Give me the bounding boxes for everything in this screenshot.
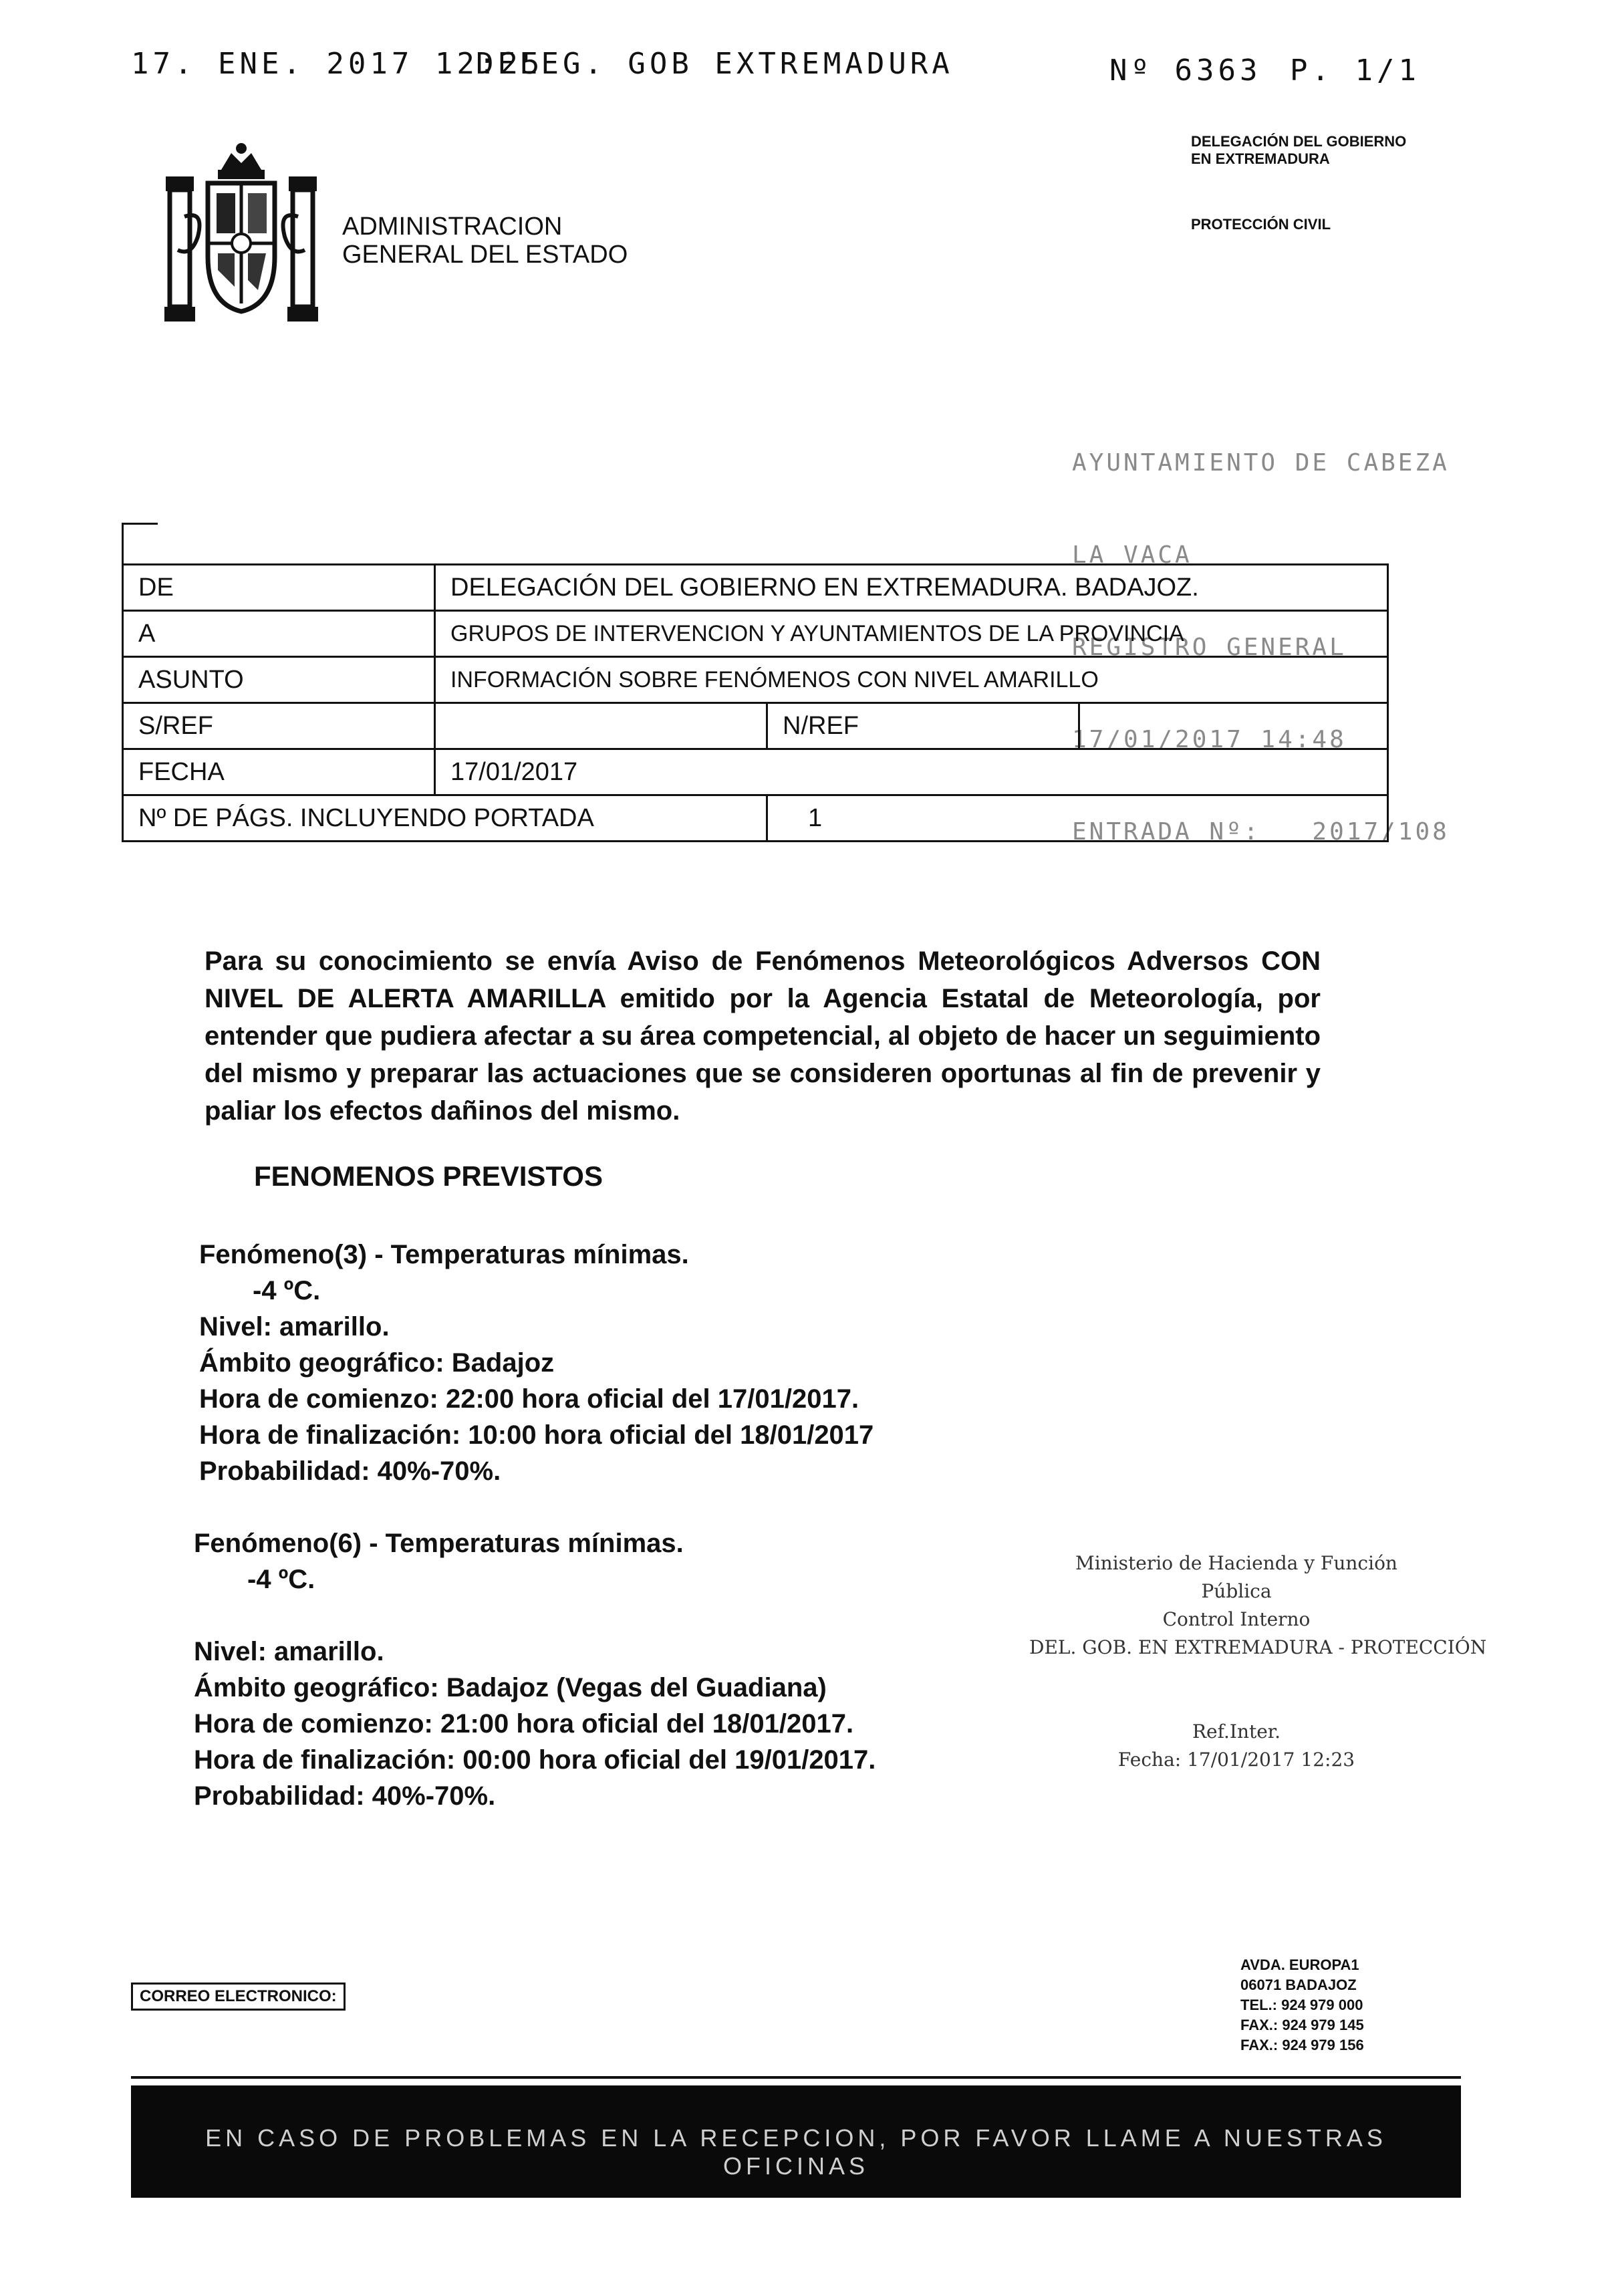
spanish-coat-of-arms-icon bbox=[158, 136, 325, 330]
fax-number-1: FAX.: 924 979 145 bbox=[1240, 2017, 1364, 2033]
phenomenon-end: Hora de finalización: 10:00 hora oficial del 18/01/2017 bbox=[199, 1420, 874, 1450]
cover-table bbox=[122, 563, 1389, 842]
phenomenon-value: -4 ºC. bbox=[247, 1565, 315, 1594]
phenomenon-title: Fenómeno(6) - Temperaturas mínimas. bbox=[194, 1529, 684, 1558]
registry-stamp-line3: REGISTRO GENERAL bbox=[1072, 634, 1347, 661]
footer-bar-text: EN CASO DE PROBLEMAS EN LA RECEPCION, POR FAVOR LLAME A NUESTRAS OFICINAS bbox=[205, 2124, 1387, 2180]
cover-row-pages bbox=[123, 795, 1388, 842]
cover-label-pages: Nº DE PÁGS. INCLUYENDO PORTADA bbox=[123, 795, 767, 842]
phenomenon-probability: Probabilidad: 40%-70%. bbox=[194, 1781, 496, 1811]
receipt-stamp-line4: DEL. GOB. EN EXTREMADURA - PROTECCIÓN bbox=[1029, 1636, 1487, 1658]
footer-rule bbox=[131, 2076, 1461, 2079]
cover-value-sref bbox=[435, 703, 767, 749]
phenomenon-level: Nivel: amarillo. bbox=[194, 1637, 384, 1666]
cover-value-fecha: 17/01/2017 bbox=[435, 749, 1388, 795]
phenomenon-title: Fenómeno(3) - Temperaturas mínimas. bbox=[199, 1240, 689, 1269]
receipt-stamp-line5: Ref.Inter. bbox=[1192, 1720, 1281, 1743]
registry-stamp-line2: LA VACA bbox=[1072, 541, 1192, 569]
delegacion-line2: EN EXTREMADURA bbox=[1191, 150, 1330, 167]
receipt-stamp-line2: Pública bbox=[1201, 1580, 1272, 1602]
phone-number: TEL.: 924 979 000 bbox=[1240, 1997, 1363, 2013]
body-paragraph: Para su conocimiento se envía Aviso de Fenómenos Meteorológicos Adversos CON NIVEL DE ALERTA AMARILLA emitido por la Agencia Estatal de Meteorología, por entender que pudiera afectar a su área competencial, al objeto de hacer un seguimiento del mismo y preparar las actuaciones que se consideren oportunas al fin de prevenir y paliar los efectos dañinos del mismo. bbox=[205, 946, 1321, 1126]
email-label: CORREO ELECTRONICO: bbox=[131, 1983, 346, 2011]
receipt-stamp-line3: Control Interno bbox=[1162, 1608, 1311, 1630]
cover-label-de: DE bbox=[123, 565, 435, 611]
cover-row-fecha bbox=[123, 749, 1388, 795]
bracket-line-vertical bbox=[122, 523, 124, 564]
receipt-stamp bbox=[1029, 1549, 1487, 1774]
cover-value-asunto: INFORMACIÓN SOBRE FENÓMENOS CON NIVEL AMARILLO bbox=[435, 657, 1388, 703]
phenomenon-probability: Probabilidad: 40%-70%. bbox=[199, 1456, 501, 1486]
phenomenon-value: -4 ºC. bbox=[253, 1276, 321, 1305]
fax-number-2: FAX.: 924 979 156 bbox=[1240, 2037, 1364, 2053]
receipt-stamp-line6: Fecha: 17/01/2017 12:23 bbox=[1117, 1749, 1355, 1771]
department-label: PROTECCIÓN CIVIL bbox=[1191, 216, 1331, 233]
phenomenon-start: Hora de comienzo: 22:00 hora oficial del 17/01/2017. bbox=[199, 1384, 859, 1414]
footer-bar bbox=[131, 2085, 1461, 2198]
cover-label-asunto: ASUNTO bbox=[123, 657, 435, 703]
cover-row-a bbox=[123, 611, 1388, 657]
phenomenon-block-2 bbox=[194, 1525, 876, 1814]
phenomenon-end: Hora de finalización: 00:00 hora oficial del 19/01/2017. bbox=[194, 1745, 876, 1775]
cover-row-asunto bbox=[123, 657, 1388, 703]
cover-label-a: A bbox=[123, 611, 435, 657]
cover-value-de: DELEGACIÓN DEL GOBIERNO EN EXTREMADURA. BADAJOZ. bbox=[435, 565, 1388, 611]
phenomenon-start: Hora de comienzo: 21:00 hora oficial del 18/01/2017. bbox=[194, 1709, 854, 1739]
receipt-stamp-line1: Ministerio de Hacienda y Función bbox=[1075, 1552, 1397, 1574]
cover-value-nref bbox=[1079, 703, 1388, 749]
bracket-line-horizontal bbox=[122, 523, 158, 525]
phenomenon-scope: Ámbito geográfico: Badajoz (Vegas del Guadiana) bbox=[194, 1673, 827, 1702]
delegacion-line1: DELEGACIÓN DEL GOBIERNO bbox=[1191, 133, 1407, 150]
phenomenon-level: Nivel: amarillo. bbox=[199, 1312, 390, 1342]
fax-datetime: 17. ENE. 2017 12:25 bbox=[131, 47, 544, 81]
registry-stamp-line1: AYUNTAMIENTO DE CABEZA bbox=[1072, 449, 1450, 477]
section-title: FENOMENOS PREVISTOS bbox=[254, 1160, 603, 1192]
fax-sender: DELEG. GOB EXTREMADURA bbox=[476, 47, 954, 81]
admin-title-line2: GENERAL DEL ESTADO bbox=[342, 241, 628, 269]
cover-row-de bbox=[123, 565, 1388, 611]
registry-stamp-line4: 17/01/2017 14:48 bbox=[1072, 726, 1347, 753]
cover-label-fecha: FECHA bbox=[123, 749, 435, 795]
cover-value-pages: 1 bbox=[767, 795, 1388, 842]
cover-label-nref: N/REF bbox=[767, 703, 1079, 749]
phenomenon-block-1 bbox=[199, 1237, 874, 1489]
phenomenon-scope: Ámbito geográfico: Badajoz bbox=[199, 1348, 555, 1378]
cover-row-ref bbox=[123, 703, 1388, 749]
office-address bbox=[1240, 1955, 1364, 2055]
fax-page: P. 1/1 bbox=[1290, 53, 1420, 88]
address-line2: 06071 BADAJOZ bbox=[1240, 1976, 1357, 1993]
admin-title-line1: ADMINISTRACION bbox=[342, 213, 563, 241]
fax-number: Nº 6363 bbox=[1109, 53, 1262, 88]
address-line1: AVDA. EUROPA1 bbox=[1240, 1956, 1359, 1973]
registry-stamp-line5: ENTRADA Nº: 2017/108 bbox=[1072, 818, 1450, 846]
cover-label-sref: S/REF bbox=[123, 703, 435, 749]
cover-value-a: GRUPOS DE INTERVENCION Y AYUNTAMIENTOS DE LA PROVINCIA bbox=[435, 611, 1388, 657]
